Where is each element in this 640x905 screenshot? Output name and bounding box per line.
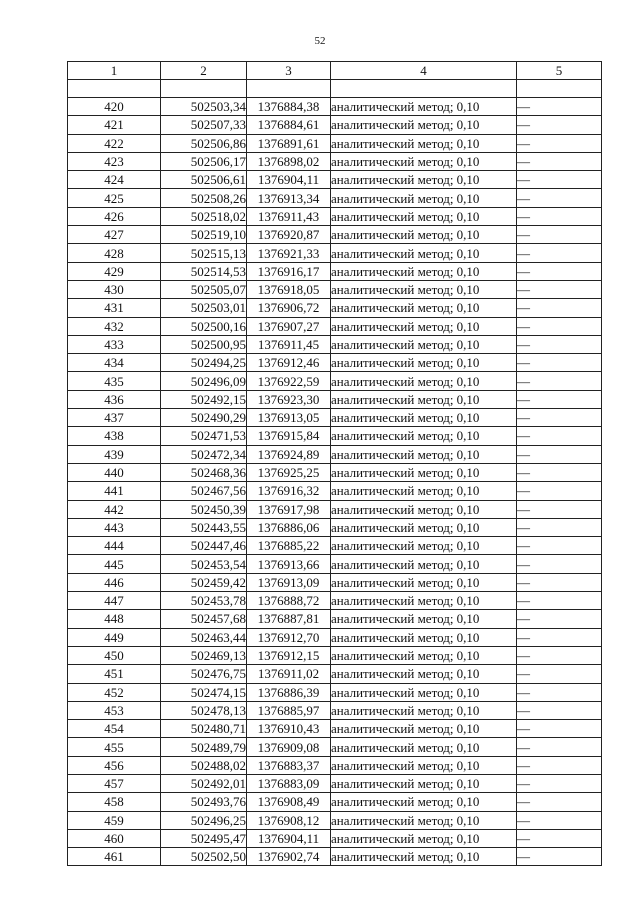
point-number-cell: 436	[68, 390, 161, 408]
y-coordinate-cell: 1376886,39	[247, 683, 331, 701]
x-coordinate-cell: 502459,42	[161, 573, 247, 591]
table-row	[68, 317, 602, 335]
x-coordinate-cell: 502490,29	[161, 409, 247, 427]
page-number: 52	[314, 35, 326, 47]
point-number-cell: 431	[68, 299, 161, 317]
point-number-cell: 445	[68, 555, 161, 573]
x-coordinate-cell: 502488,02	[161, 756, 247, 774]
point-number-cell: 452	[68, 683, 161, 701]
x-coordinate-cell: 502492,15	[161, 390, 247, 408]
note-cell: —	[517, 848, 602, 866]
point-number-cell: 432	[68, 317, 161, 335]
point-number-cell: 453	[68, 701, 161, 719]
note-cell: —	[517, 317, 602, 335]
header-col-2: 2	[161, 62, 247, 80]
x-coordinate-cell: 502502,50	[161, 848, 247, 866]
table-row	[68, 646, 602, 664]
note-cell: —	[517, 683, 602, 701]
table-row	[68, 98, 602, 116]
table-row	[68, 116, 602, 134]
note-cell: —	[517, 409, 602, 427]
x-coordinate-cell: 502519,10	[161, 226, 247, 244]
table-row	[68, 409, 602, 427]
point-number-cell: 424	[68, 171, 161, 189]
method-cell: аналитический метод; 0,10	[331, 774, 517, 792]
x-coordinate-cell: 502496,09	[161, 372, 247, 390]
point-number-cell: 420	[68, 98, 161, 116]
table-row	[68, 683, 602, 701]
y-coordinate-cell: 1376922,59	[247, 372, 331, 390]
table-row	[68, 463, 602, 481]
note-cell: —	[517, 811, 602, 829]
point-number-cell: 427	[68, 226, 161, 244]
point-number-cell: 441	[68, 482, 161, 500]
point-number-cell: 428	[68, 244, 161, 262]
header-col-1: 1	[68, 62, 161, 80]
method-cell: аналитический метод; 0,10	[331, 409, 517, 427]
point-number-cell: 449	[68, 628, 161, 646]
y-coordinate-cell: 1376891,61	[247, 134, 331, 152]
note-cell: —	[517, 756, 602, 774]
table-row	[68, 189, 602, 207]
x-coordinate-cell: 502495,47	[161, 829, 247, 847]
note-cell: —	[517, 335, 602, 353]
note-cell: —	[517, 665, 602, 683]
table-row	[68, 299, 602, 317]
note-cell: —	[517, 738, 602, 756]
point-number-cell: 438	[68, 427, 161, 445]
blank-cell	[68, 80, 161, 98]
note-cell: —	[517, 390, 602, 408]
point-number-cell: 450	[68, 646, 161, 664]
x-coordinate-cell: 502480,71	[161, 720, 247, 738]
table-row	[68, 811, 602, 829]
table-row	[68, 537, 602, 555]
method-cell: аналитический метод; 0,10	[331, 244, 517, 262]
x-coordinate-cell: 502489,79	[161, 738, 247, 756]
blank-cell	[247, 80, 331, 98]
x-coordinate-cell: 502506,17	[161, 152, 247, 170]
method-cell: аналитический метод; 0,10	[331, 701, 517, 719]
note-cell: —	[517, 628, 602, 646]
y-coordinate-cell: 1376912,70	[247, 628, 331, 646]
y-coordinate-cell: 1376923,30	[247, 390, 331, 408]
method-cell: аналитический метод; 0,10	[331, 829, 517, 847]
method-cell: аналитический метод; 0,10	[331, 189, 517, 207]
table-row	[68, 207, 602, 225]
y-coordinate-cell: 1376911,02	[247, 665, 331, 683]
note-cell: —	[517, 134, 602, 152]
y-coordinate-cell: 1376925,25	[247, 463, 331, 481]
x-coordinate-cell: 502507,33	[161, 116, 247, 134]
x-coordinate-cell: 502493,76	[161, 793, 247, 811]
method-cell: аналитический метод; 0,10	[331, 610, 517, 628]
y-coordinate-cell: 1376906,72	[247, 299, 331, 317]
blank-row	[68, 80, 602, 98]
table-body	[68, 80, 602, 866]
method-cell: аналитический метод; 0,10	[331, 152, 517, 170]
point-number-cell: 457	[68, 774, 161, 792]
method-cell: аналитический метод; 0,10	[331, 720, 517, 738]
point-number-cell: 451	[68, 665, 161, 683]
table-header-row	[68, 62, 602, 80]
method-cell: аналитический метод; 0,10	[331, 665, 517, 683]
point-number-cell: 456	[68, 756, 161, 774]
note-cell: —	[517, 463, 602, 481]
method-cell: аналитический метод; 0,10	[331, 390, 517, 408]
x-coordinate-cell: 502467,56	[161, 482, 247, 500]
y-coordinate-cell: 1376911,45	[247, 335, 331, 353]
y-coordinate-cell: 1376902,74	[247, 848, 331, 866]
y-coordinate-cell: 1376904,11	[247, 171, 331, 189]
y-coordinate-cell: 1376885,22	[247, 537, 331, 555]
method-cell: аналитический метод; 0,10	[331, 98, 517, 116]
method-cell: аналитический метод; 0,10	[331, 848, 517, 866]
method-cell: аналитический метод; 0,10	[331, 793, 517, 811]
method-cell: аналитический метод; 0,10	[331, 116, 517, 134]
blank-cell	[331, 80, 517, 98]
method-cell: аналитический метод; 0,10	[331, 555, 517, 573]
point-number-cell: 459	[68, 811, 161, 829]
y-coordinate-cell: 1376916,32	[247, 482, 331, 500]
method-cell: аналитический метод; 0,10	[331, 354, 517, 372]
note-cell: —	[517, 189, 602, 207]
point-number-cell: 435	[68, 372, 161, 390]
point-number-cell: 458	[68, 793, 161, 811]
note-cell: —	[517, 207, 602, 225]
table-row	[68, 482, 602, 500]
table-row	[68, 738, 602, 756]
point-number-cell: 433	[68, 335, 161, 353]
method-cell: аналитический метод; 0,10	[331, 299, 517, 317]
point-number-cell: 446	[68, 573, 161, 591]
table-row	[68, 701, 602, 719]
x-coordinate-cell: 502508,26	[161, 189, 247, 207]
point-number-cell: 443	[68, 518, 161, 536]
note-cell: —	[517, 244, 602, 262]
note-cell: —	[517, 610, 602, 628]
y-coordinate-cell: 1376908,12	[247, 811, 331, 829]
note-cell: —	[517, 427, 602, 445]
point-number-cell: 422	[68, 134, 161, 152]
y-coordinate-cell: 1376904,11	[247, 829, 331, 847]
note-cell: —	[517, 592, 602, 610]
method-cell: аналитический метод; 0,10	[331, 573, 517, 591]
table-row	[68, 628, 602, 646]
x-coordinate-cell: 502518,02	[161, 207, 247, 225]
y-coordinate-cell: 1376921,33	[247, 244, 331, 262]
y-coordinate-cell: 1376884,61	[247, 116, 331, 134]
x-coordinate-cell: 502503,34	[161, 98, 247, 116]
x-coordinate-cell: 502463,44	[161, 628, 247, 646]
x-coordinate-cell: 502476,75	[161, 665, 247, 683]
note-cell: —	[517, 280, 602, 298]
x-coordinate-cell: 502478,13	[161, 701, 247, 719]
table-row	[68, 793, 602, 811]
method-cell: аналитический метод; 0,10	[331, 518, 517, 536]
x-coordinate-cell: 502494,25	[161, 354, 247, 372]
y-coordinate-cell: 1376913,05	[247, 409, 331, 427]
x-coordinate-cell: 502457,68	[161, 610, 247, 628]
y-coordinate-cell: 1376883,09	[247, 774, 331, 792]
point-number-cell: 460	[68, 829, 161, 847]
blank-cell	[517, 80, 602, 98]
y-coordinate-cell: 1376883,37	[247, 756, 331, 774]
table-row	[68, 500, 602, 518]
point-number-cell: 440	[68, 463, 161, 481]
x-coordinate-cell: 502447,46	[161, 537, 247, 555]
method-cell: аналитический метод; 0,10	[331, 171, 517, 189]
x-coordinate-cell: 502450,39	[161, 500, 247, 518]
method-cell: аналитический метод; 0,10	[331, 335, 517, 353]
table-row	[68, 774, 602, 792]
table-row	[68, 226, 602, 244]
note-cell: —	[517, 537, 602, 555]
table-row	[68, 335, 602, 353]
method-cell: аналитический метод; 0,10	[331, 427, 517, 445]
y-coordinate-cell: 1376910,43	[247, 720, 331, 738]
point-number-cell: 421	[68, 116, 161, 134]
x-coordinate-cell: 502471,53	[161, 427, 247, 445]
y-coordinate-cell: 1376912,46	[247, 354, 331, 372]
note-cell: —	[517, 774, 602, 792]
y-coordinate-cell: 1376915,84	[247, 427, 331, 445]
table-row	[68, 152, 602, 170]
x-coordinate-cell: 502500,16	[161, 317, 247, 335]
x-coordinate-cell: 502505,07	[161, 280, 247, 298]
y-coordinate-cell: 1376886,06	[247, 518, 331, 536]
y-coordinate-cell: 1376888,72	[247, 592, 331, 610]
table-row	[68, 720, 602, 738]
coordinates-table	[67, 61, 602, 866]
y-coordinate-cell: 1376909,08	[247, 738, 331, 756]
method-cell: аналитический метод; 0,10	[331, 811, 517, 829]
method-cell: аналитический метод; 0,10	[331, 317, 517, 335]
x-coordinate-cell: 502496,25	[161, 811, 247, 829]
x-coordinate-cell: 502514,53	[161, 262, 247, 280]
table-row	[68, 262, 602, 280]
point-number-cell: 426	[68, 207, 161, 225]
x-coordinate-cell: 502453,78	[161, 592, 247, 610]
table-row	[68, 848, 602, 866]
method-cell: аналитический метод; 0,10	[331, 756, 517, 774]
table-row	[68, 280, 602, 298]
note-cell: —	[517, 262, 602, 280]
table-row	[68, 354, 602, 372]
note-cell: —	[517, 555, 602, 573]
y-coordinate-cell: 1376898,02	[247, 152, 331, 170]
note-cell: —	[517, 701, 602, 719]
x-coordinate-cell: 502443,55	[161, 518, 247, 536]
y-coordinate-cell: 1376911,43	[247, 207, 331, 225]
table-row	[68, 592, 602, 610]
note-cell: —	[517, 829, 602, 847]
header-col-3: 3	[247, 62, 331, 80]
point-number-cell: 444	[68, 537, 161, 555]
point-number-cell: 455	[68, 738, 161, 756]
y-coordinate-cell: 1376912,15	[247, 646, 331, 664]
y-coordinate-cell: 1376913,09	[247, 573, 331, 591]
x-coordinate-cell: 502503,01	[161, 299, 247, 317]
note-cell: —	[517, 171, 602, 189]
method-cell: аналитический метод; 0,10	[331, 683, 517, 701]
y-coordinate-cell: 1376885,97	[247, 701, 331, 719]
point-number-cell: 461	[68, 848, 161, 866]
x-coordinate-cell: 502468,36	[161, 463, 247, 481]
note-cell: —	[517, 299, 602, 317]
y-coordinate-cell: 1376917,98	[247, 500, 331, 518]
method-cell: аналитический метод; 0,10	[331, 463, 517, 481]
method-cell: аналитический метод; 0,10	[331, 134, 517, 152]
point-number-cell: 430	[68, 280, 161, 298]
note-cell: —	[517, 646, 602, 664]
point-number-cell: 454	[68, 720, 161, 738]
table-row	[68, 573, 602, 591]
y-coordinate-cell: 1376913,34	[247, 189, 331, 207]
point-number-cell: 425	[68, 189, 161, 207]
table-row	[68, 518, 602, 536]
method-cell: аналитический метод; 0,10	[331, 207, 517, 225]
method-cell: аналитический метод; 0,10	[331, 646, 517, 664]
table-row	[68, 610, 602, 628]
note-cell: —	[517, 573, 602, 591]
x-coordinate-cell: 502453,54	[161, 555, 247, 573]
x-coordinate-cell: 502506,61	[161, 171, 247, 189]
table-row	[68, 134, 602, 152]
table-row	[68, 829, 602, 847]
method-cell: аналитический метод; 0,10	[331, 537, 517, 555]
table-row	[68, 390, 602, 408]
header-col-5: 5	[517, 62, 602, 80]
note-cell: —	[517, 500, 602, 518]
note-cell: —	[517, 793, 602, 811]
method-cell: аналитический метод; 0,10	[331, 262, 517, 280]
note-cell: —	[517, 445, 602, 463]
x-coordinate-cell: 502474,15	[161, 683, 247, 701]
y-coordinate-cell: 1376924,89	[247, 445, 331, 463]
y-coordinate-cell: 1376920,87	[247, 226, 331, 244]
method-cell: аналитический метод; 0,10	[331, 226, 517, 244]
table-row	[68, 244, 602, 262]
table-row	[68, 427, 602, 445]
x-coordinate-cell: 502469,13	[161, 646, 247, 664]
y-coordinate-cell: 1376913,66	[247, 555, 331, 573]
blank-cell	[161, 80, 247, 98]
note-cell: —	[517, 354, 602, 372]
table-row	[68, 756, 602, 774]
method-cell: аналитический метод; 0,10	[331, 372, 517, 390]
method-cell: аналитический метод; 0,10	[331, 628, 517, 646]
method-cell: аналитический метод; 0,10	[331, 445, 517, 463]
table-row	[68, 171, 602, 189]
method-cell: аналитический метод; 0,10	[331, 482, 517, 500]
header-col-4: 4	[331, 62, 517, 80]
point-number-cell: 437	[68, 409, 161, 427]
table-row	[68, 665, 602, 683]
x-coordinate-cell: 502500,95	[161, 335, 247, 353]
y-coordinate-cell: 1376918,05	[247, 280, 331, 298]
point-number-cell: 423	[68, 152, 161, 170]
point-number-cell: 429	[68, 262, 161, 280]
note-cell: —	[517, 372, 602, 390]
method-cell: аналитический метод; 0,10	[331, 500, 517, 518]
point-number-cell: 448	[68, 610, 161, 628]
note-cell: —	[517, 720, 602, 738]
point-number-cell: 447	[68, 592, 161, 610]
y-coordinate-cell: 1376884,38	[247, 98, 331, 116]
note-cell: —	[517, 226, 602, 244]
y-coordinate-cell: 1376907,27	[247, 317, 331, 335]
y-coordinate-cell: 1376916,17	[247, 262, 331, 280]
y-coordinate-cell: 1376887,81	[247, 610, 331, 628]
table-row	[68, 445, 602, 463]
table-row	[68, 555, 602, 573]
table-row	[68, 372, 602, 390]
x-coordinate-cell: 502492,01	[161, 774, 247, 792]
point-number-cell: 439	[68, 445, 161, 463]
x-coordinate-cell: 502515,13	[161, 244, 247, 262]
note-cell: —	[517, 518, 602, 536]
x-coordinate-cell: 502472,34	[161, 445, 247, 463]
note-cell: —	[517, 482, 602, 500]
note-cell: —	[517, 152, 602, 170]
point-number-cell: 434	[68, 354, 161, 372]
x-coordinate-cell: 502506,86	[161, 134, 247, 152]
point-number-cell: 442	[68, 500, 161, 518]
method-cell: аналитический метод; 0,10	[331, 738, 517, 756]
y-coordinate-cell: 1376908,49	[247, 793, 331, 811]
method-cell: аналитический метод; 0,10	[331, 592, 517, 610]
note-cell: —	[517, 116, 602, 134]
method-cell: аналитический метод; 0,10	[331, 280, 517, 298]
note-cell: —	[517, 98, 602, 116]
